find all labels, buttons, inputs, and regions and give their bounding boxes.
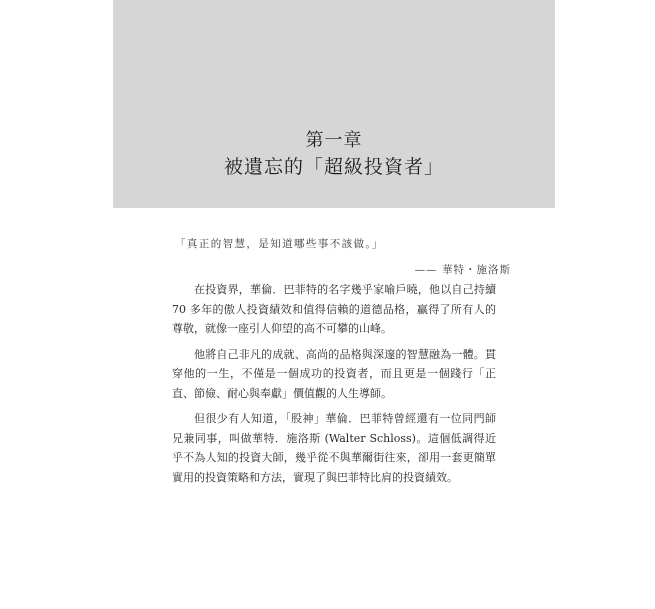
epigraph-attribution: —— 華特・施洛斯 (414, 264, 511, 276)
chapter-number: 第一章 (305, 130, 363, 151)
chapter-title: 被遺忘的「超級投資者」 (223, 156, 444, 178)
body-text (172, 280, 496, 493)
paragraph: 但很少有人知道，「股神」華倫．巴菲特曾經還有一位同門師兄兼同事，叫做華特．施洛斯 (Walter Schloss)。這個低調得近乎不為人知的投資大師，幾乎從不與華爾街往來，卻用一套更簡單實用的投資策略和方法，實現了與巴菲特比肩的投資績效。 (172, 412, 496, 484)
chapter-header (113, 0, 555, 208)
paragraph: 他將自己非凡的成就、高尚的品格與深邃的智慧融為一體。貫穿他的一生，不僅是一個成功的投資者，而且更是一個踐行「正直、節儉、耐心與奉獻」價值觀的人生導師。 (172, 347, 496, 400)
epigraph-quote: 「真正的智慧，是知道哪些事不該做。」 (175, 238, 384, 250)
paragraph: 在投資界，華倫．巴菲特的名字幾乎家喻戶曉，他以自己持續 70 多年的傲人投資績效和值得信賴的道德品格，贏得了所有人的尊敬，就像一座引人仰望的高不可攀的山峰。 (172, 283, 496, 335)
